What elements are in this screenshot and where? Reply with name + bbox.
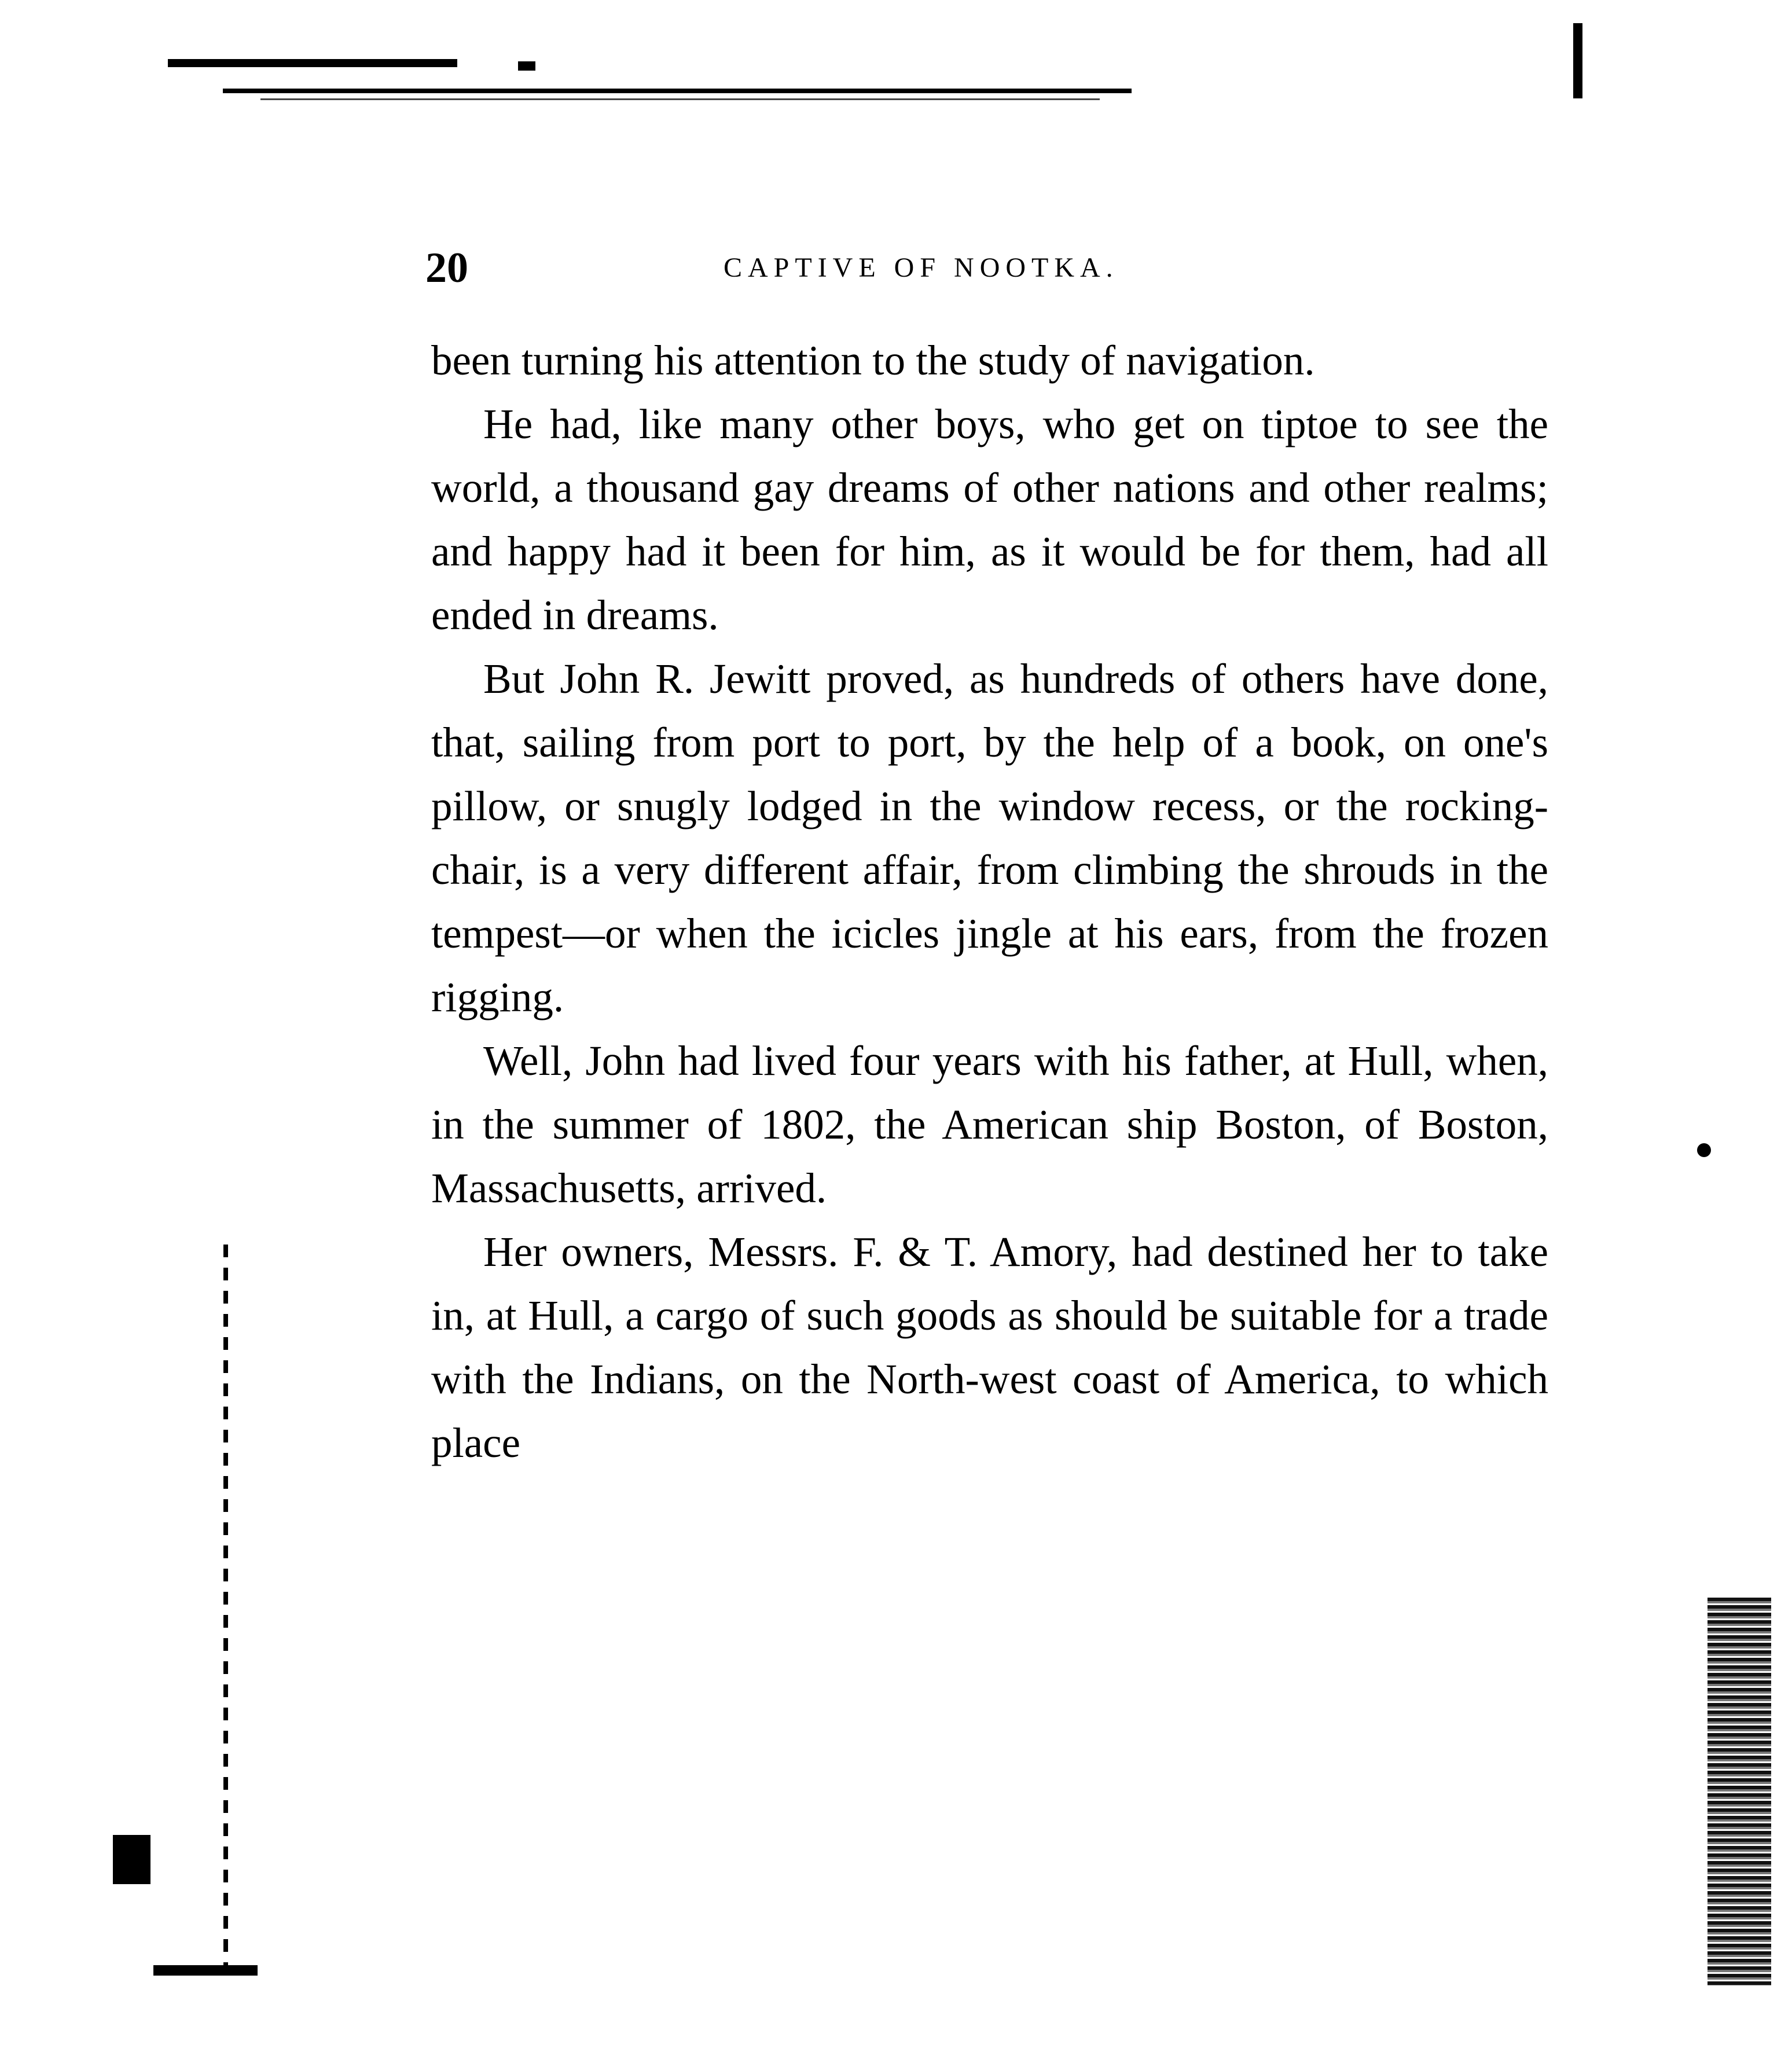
paragraph-1: been turning his attention to the study of navigation. [431, 337, 1315, 384]
page-number: 20 [425, 244, 468, 292]
scan-rule-bottom-left [153, 1965, 258, 1976]
paragraph-2: He had, like many other boys, who get on tiptoe to see the world, a thousand gay dreams of other nations and other realms; and happy had it been for him, as it would be for them, had all ended in dreams. [431, 401, 1548, 638]
paragraph-3: But John R. Jewitt proved, as hundreds of others have done, that, sailing from port to port, by the help of a book, on one's pillow, or snugly lodged in the window recess, or the rocking-chair, is a very different affair, from climbing the shrouds in the tempest—or when the icicles jingle at his ears, from the frozen rigging. [431, 655, 1548, 1021]
paragraph-5: Her owners, Messrs. F. & T. Amory, had destined her to take in, at Hull, a cargo of such goods as should be suitable for a trade with the Indians, on the North-west coast of America, to which place [431, 1228, 1548, 1466]
page-body [431, 329, 1548, 1475]
scan-block-bottom-left [113, 1835, 150, 1884]
scan-rule-top-thin [260, 98, 1100, 100]
scan-edge-noise-right [1707, 1598, 1771, 1985]
running-title: CAPTIVE OF NOOTKA. [724, 252, 1119, 283]
scan-binding-edge-left [223, 1245, 228, 1968]
paragraph-4: Well, John had lived four years with his father, at Hull, when, in the summer of 1802, the American ship Boston, of Boston, Massachusetts, arrived. [431, 1037, 1548, 1212]
scan-mark-top [518, 61, 535, 71]
running-head [425, 242, 1213, 294]
scan-rule-top [223, 89, 1132, 93]
scan-rule-top-left [168, 59, 457, 67]
scan-dot-right [1697, 1143, 1711, 1157]
scan-bar-top-right [1573, 23, 1582, 98]
